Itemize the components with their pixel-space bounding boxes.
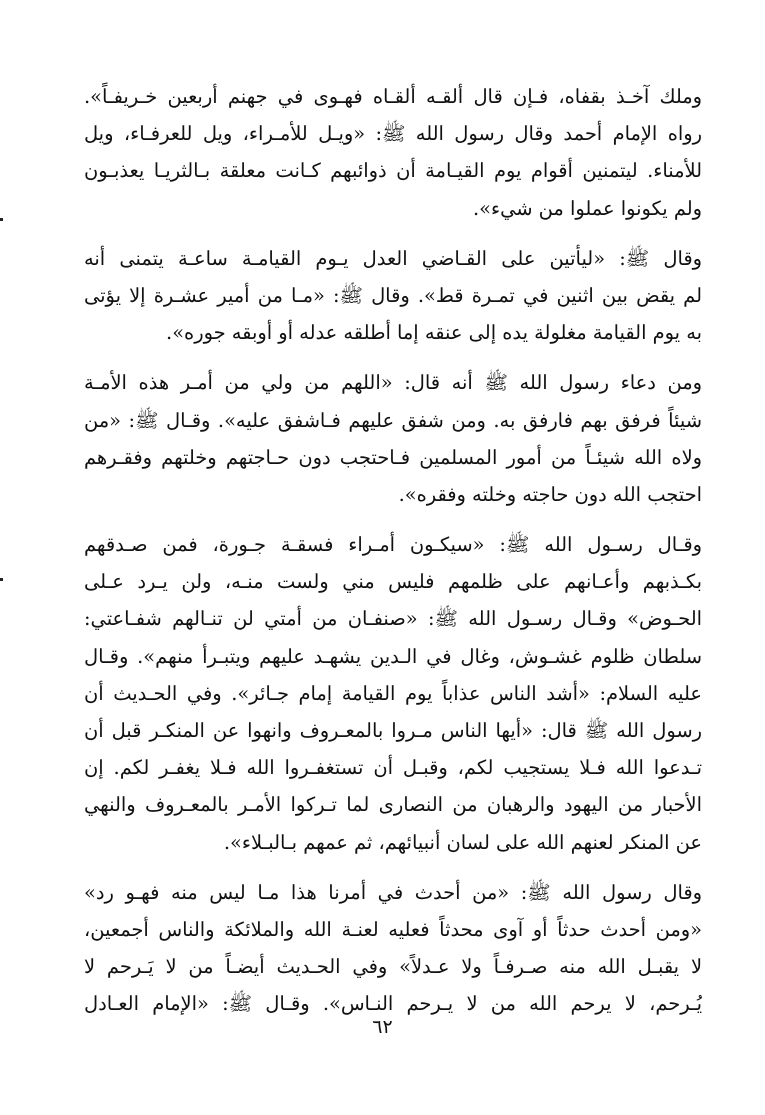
text-line: سلطان ظلوم غشـوش، وغال في الـدين يشهـد عليهم ويتبـرأ منهم». وقـال	[84, 644, 702, 668]
text-line: ومن دعاء رسول الله ﷺ أنه قال: «اللهم من ولي من أمـر هذه الأمـة	[84, 371, 702, 395]
scan-edge-mark	[0, 218, 3, 221]
text-line: رسول الله ﷺ قال: «أيها الناس مـروا بالمعـروف وانهوا عن المنكـر قبل أن	[84, 719, 702, 742]
text-line: وقال ﷺ: «ليأتين على القـاضي العدل يـوم القيامـة ساعـة يتمنى أنه	[84, 246, 702, 270]
paragraph-4	[84, 526, 702, 861]
text-line: للأمناء. ليتمنين أقوام يوم القيـامة أن ذوائبهم كـانت معلقة بـالثريـا يعذبـون	[84, 159, 702, 183]
text-line: ولاه الله شيئـاً من أمور المسلمين فـاحتجب دون حـاجتهم وخلتهم وفقـرهم	[84, 445, 702, 469]
page-number: ٦٢	[372, 1016, 393, 1038]
text-line: الحـوض» وقـال رسـول الله ﷺ: «صنفـان من أمتي لن تنـالهم شفـاعتي:	[84, 607, 702, 631]
scan-edge-mark	[0, 578, 3, 581]
text-line: به يوم القيامة مغلولة يده إلى عنقه إما أطلقه عدله أو أوبقه جوره».	[166, 321, 702, 345]
text-line: رواه الإمام أحمد وقال رسول الله ﷺ: «ويـل للأمـراء، ويل للعرفـاء، ويل	[84, 122, 702, 146]
paragraph-1	[84, 78, 702, 227]
text-line: ولم يكونوا عملوا من شيء».	[472, 196, 702, 220]
paragraph-2	[84, 240, 702, 352]
text-line: وقـال رسـول الله ﷺ: «سيكـون أمـراء فسقـة جـورة، فمن صـدقهم	[84, 533, 702, 557]
text-line: احتجب الله دون حاجته وخلته وفقره».	[398, 482, 702, 506]
page-body	[84, 78, 702, 1036]
text-line: لا يقبـل الله منه صـرفـاً ولا عـدلاً» وفي الحـديث أيضـاً من لا يَـرحم لا	[84, 955, 702, 979]
text-line: عن المنكر لعنهم الله على لسان أنبيائهم، ثم عمهم بـالبـلاء».	[223, 830, 702, 854]
text-line: بكـذبهم وأعـانهم على ظلمهم فليس مني ولست منـه، ولن يـرد عـلى	[84, 570, 702, 594]
text-line: تـدعوا الله فـلا يستجيب لكم، وقبـل أن تستغفـروا الله فـلا يغفـر لكم. إن	[84, 756, 702, 780]
text-line: الأحبار من اليهود والرهبان من النصارى لما تـركوا الأمـر بالمعـروف والنهي	[84, 793, 702, 817]
text-line: «ومن أحدث حدثاً أو آوى محدثاً فعليه لعنـة الله والملائكة والناس أجمعين،	[84, 917, 702, 941]
paragraph-5	[84, 874, 702, 1023]
text-line: لم يقض بين اثنين في تمـرة قط». وقال ﷺ: «مـا من أمير عشـرة إلا يؤتى	[84, 283, 702, 307]
text-line: وملك آخـذ بقفاه، فـإن قال ألقـه ألقـاه فهـوى في جهنم أربعين خـريفـاً».	[84, 85, 702, 108]
text-line: شيئاً فرفق بهم فارفق به. ومن شفق عليهم فـاشفق عليه». وقـال ﷺ: «من	[84, 408, 702, 432]
text-line: يُـرحم، لا يرحم الله من لا يـرحم النـاس». وقـال ﷺ: «الإمام العـادل	[84, 992, 702, 1016]
paragraph-3	[84, 364, 702, 513]
text-line: عليه السلام: «أشد الناس عذاباً يوم القيامة إمام جـائر». وفي الحـديث أن	[84, 681, 702, 705]
text-line: وقال رسول الله ﷺ: «من أحدث في أمرنا هذا مـا ليس منه فهـو رد»	[84, 880, 702, 904]
